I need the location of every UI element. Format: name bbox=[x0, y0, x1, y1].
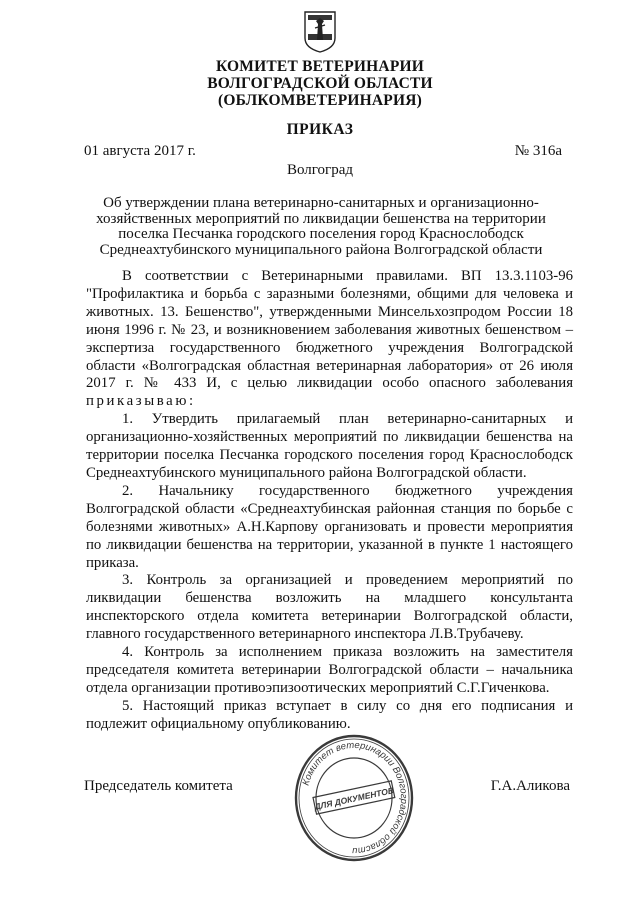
organization-header bbox=[0, 58, 640, 109]
volgograd-coat-of-arms-icon bbox=[303, 10, 337, 54]
order-item-4: 4. Контроль за исполнением приказа возложить на заместителя председателя комитета ветеринарии Волгоградской области – начальника отдела организации противоэпизоотических мероприятий С.Г.Гиченкова. bbox=[86, 644, 573, 696]
official-stamp bbox=[292, 732, 416, 864]
stamp-ring-text: Комитет ветеринарии Волгоградской области bbox=[300, 739, 410, 857]
organization-name-line1: КОМИТЕТ ВЕТЕРИНАРИИ bbox=[216, 58, 424, 75]
preamble-paragraph bbox=[86, 268, 573, 411]
preamble-text: В соответствии с Ветеринарными правилами. ВП 13.3.1103-96 "Профилактика и борьба с заразными болезнями, общими для человека и животных. 13. Бешенство", утвержденными Минсельхозпродом России 18 июня 1996 г. № 23, и возникновением заболевания животных бешенством – экспертиза государственного бюджетного учреждения Волгоградской области «Волгоградская областная ветеринарная лаборатория» от 26 июля 2017 г. № 433 И, с целью ликвидации особо опасного заболевания bbox=[86, 268, 573, 392]
order-item-5: 5. Настоящий приказ вступает в силу со дня его подписания и подлежит официальному опубликованию. bbox=[86, 697, 573, 732]
order-body bbox=[86, 268, 573, 734]
order-item-1: 1. Утвердить прилагаемый план ветеринарно-санитарных и организационно-хозяйственных мероприятий по ликвидации бешенства на территории поселка Песчанка городского поселения город Краснослободск Среднеахтубинского муниципального района Волгоградской области. bbox=[86, 411, 573, 481]
stamp-center-text: ДЛЯ ДОКУМЕНТОВ bbox=[313, 785, 395, 812]
subject-line: Об утверждении плана ветеринарно-санитарных и организационно- bbox=[103, 195, 539, 211]
signer-position: Председатель комитета bbox=[84, 778, 233, 794]
order-item-2: 2. Начальнику государственного бюджетного учреждения Волгоградской области «Среднеахтубинская районная станция по борьбе с болезнями животных» А.Н.Карпову организовать и провести мероприятия по ликвидации бешенства на территории, указанной в пункте 1 настоящего приказа. bbox=[86, 482, 573, 571]
order-city: Волгоград bbox=[286, 162, 353, 178]
order-item-3: 3. Контроль за организацией и проведением мероприятий по ликвидации бешенства возложить на младшего консультанта инспекторского отдела комитета ветеринарии Волгоградской области, главного государственного ветеринарного инспектора Л.В.Трубачеву. bbox=[86, 572, 573, 643]
subject-line: хозяйственных мероприятий по ликвидации бешенства на территории bbox=[96, 210, 546, 227]
subject-line: поселка Песчанка городского поселения город Краснослободск bbox=[118, 226, 524, 243]
document-type-title: ПРИКАЗ bbox=[286, 121, 354, 138]
organization-short-name: (ОБЛКОМВЕТЕРИНАРИЯ) bbox=[218, 92, 422, 109]
order-number: № 316а bbox=[514, 143, 562, 159]
organization-name-line2: ВОЛГОГРАДСКОЙ ОБЛАСТИ bbox=[207, 75, 433, 92]
subject-line: Среднеахтубинского муниципального района Волгоградской области bbox=[99, 241, 543, 258]
signer-name: Г.А.Аликова bbox=[490, 778, 570, 794]
order-word: приказываю: bbox=[86, 393, 196, 410]
order-date: 01 августа 2017 г. bbox=[84, 143, 196, 159]
order-subject bbox=[86, 196, 556, 258]
